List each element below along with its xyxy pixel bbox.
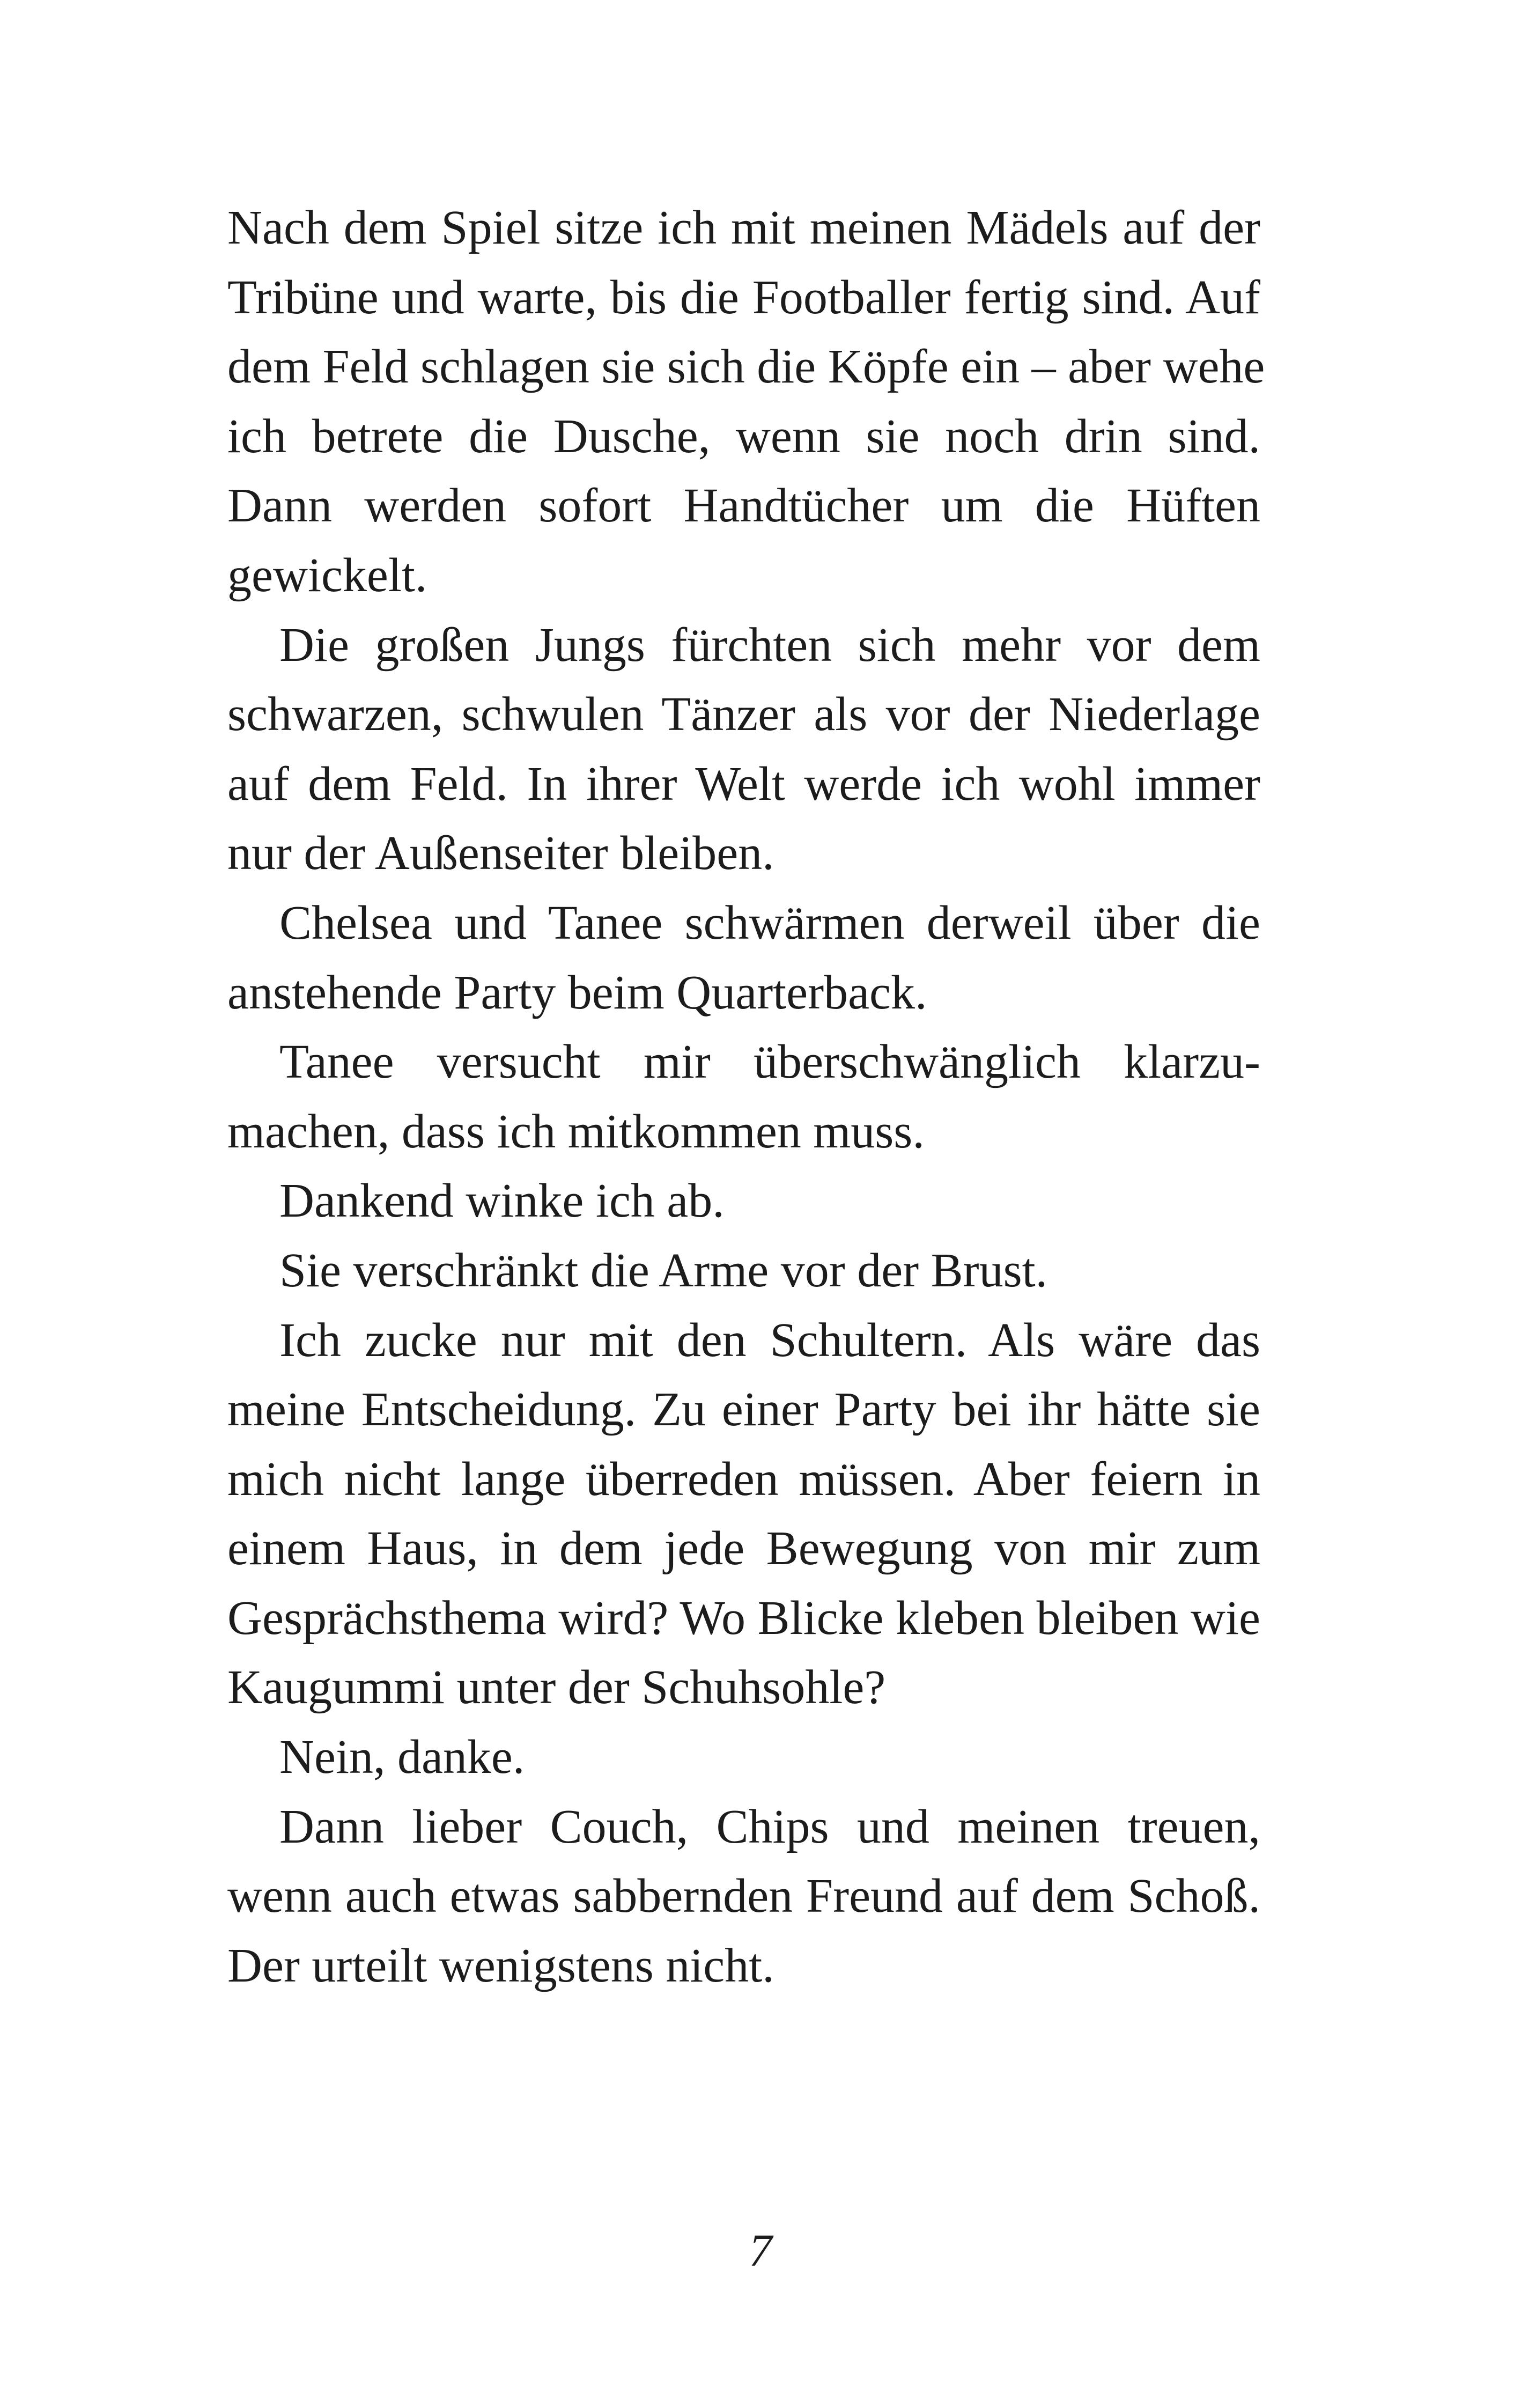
text-line: ich betrete die Dusche, wenn sie noch drin sind.: [227, 409, 1260, 463]
text-line: Gesprächsthema wird? Wo Blicke kleben bleiben wie: [227, 1591, 1260, 1645]
paragraph: [227, 1236, 1260, 1306]
paragraph: [227, 1306, 1260, 1723]
text-line: Dann werden sofort Handtücher um die Hüften: [227, 479, 1260, 533]
text-line: auf dem Feld. In ihrer Welt werde ich wohl immer: [227, 757, 1260, 811]
text-line: Nein, danke.: [279, 1730, 525, 1784]
paragraph: [227, 1166, 1260, 1236]
text-line: Die großen Jungs fürchten sich mehr vor dem: [279, 618, 1260, 672]
text-line: mich nicht lange überreden müssen. Aber feiern in: [227, 1452, 1260, 1506]
text-line: gewickelt.: [227, 548, 427, 602]
text-line: Tribüne und warte, bis die Footballer fertig sind. Auf: [227, 270, 1260, 324]
body-text: [227, 193, 1265, 2000]
paragraph: [227, 888, 1260, 1027]
text-line: dem Feld schlagen sie sich die Köpfe ein – aber wehe: [227, 340, 1265, 394]
text-line: Nach dem Spiel sitze ich mit meinen Mädels auf der: [227, 201, 1260, 254]
page-number: 7: [749, 2225, 772, 2276]
text-line: einem Haus, in dem jede Bewegung von mir zum: [227, 1522, 1260, 1575]
text-line: Dankend winke ich ab.: [279, 1174, 725, 1228]
text-line: Ich zucke nur mit den Schultern. Als wäre das: [279, 1313, 1260, 1367]
text-line: schwarzen, schwulen Tänzer als vor der Niederlage: [227, 688, 1260, 741]
paragraph: [227, 1722, 1260, 1792]
text-line: nur der Außenseiter bleiben.: [227, 827, 774, 880]
text-line: Der urteilt wenigstens nicht.: [227, 1939, 774, 1992]
text-line: machen, dass ich mitkommen muss.: [227, 1104, 925, 1158]
text-line: Tanee versucht mir überschwänglich klarzu-: [279, 1035, 1260, 1089]
text-line: Kaugummi unter der Schuhsohle?: [227, 1661, 886, 1714]
text-line: wenn auch etwas sabbernden Freund auf dem Schoß.: [227, 1869, 1260, 1923]
paragraph: [227, 1792, 1260, 2001]
paragraph: [227, 193, 1265, 610]
text-line: Chelsea und Tanee schwärmen derweil über die: [279, 896, 1260, 949]
text-line: anstehende Party beim Quarterback.: [227, 966, 927, 1019]
text-line: meine Entscheidung. Zu einer Party bei ihr hätte sie: [227, 1383, 1260, 1437]
text-line: Dann lieber Couch, Chips und meinen treuen,: [279, 1800, 1260, 1853]
paragraph: [227, 610, 1260, 888]
paragraph: [227, 1027, 1260, 1166]
text-line: Sie verschränkt die Arme vor der Brust.: [279, 1243, 1048, 1297]
